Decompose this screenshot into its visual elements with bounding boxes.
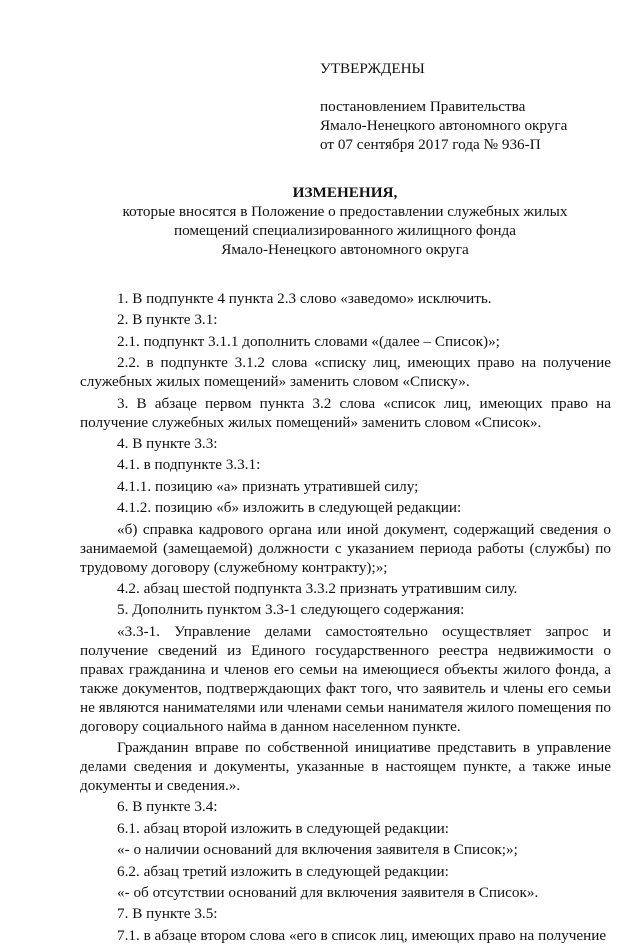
approval-line: Ямало-Ненецкого автономного округа (320, 117, 568, 134)
paragraph: 1. В подпункте 4 пункта 2.3 слово «заведомо» исключить. (117, 290, 492, 307)
paragraph: 6. В пункте 3.4: (117, 798, 218, 816)
approval-line: от 07 сентября 2017 года № 936-П (320, 136, 541, 153)
approval-line: постановлением Правительства (320, 98, 526, 115)
heading-line: помещений специализированного жилищного фонда (174, 222, 516, 239)
paragraph: 2. В пункте 3.1: (117, 311, 218, 329)
paragraph: «3.3-1. Управление делами самостоятельно осуществляет запрос и получение сведений из Единого государственного реестра недвижимости о правах гражданина и членов его семьи на имеющиеся объекты жилого фонда, а также документов, подтверждающих факт того, что заявитель и члены его семьи не являются нанимателями или членами семьи нанимателя жилого помещения по договору социального найма в данном населенном пункте. (80, 622, 611, 735)
paragraph: 4. В пункте 3.3: (117, 434, 218, 452)
paragraph: 7.1. в абзаце втором слова «его в список лиц, имеющих право на получение (117, 926, 607, 944)
document-body (80, 289, 611, 947)
heading-line: которые вносятся в Положение о предоставлении служебных жилых (122, 203, 568, 220)
paragraph: 3. В абзаце первом пункта 3.2 слова «список лиц, имеющих право на получение служебных жилых помещений» заменить словом «Список». (80, 394, 611, 431)
heading-line: Ямало-Ненецкого автономного округа (221, 241, 469, 258)
approval-title: УТВЕРЖДЕНЫ (320, 60, 425, 77)
paragraph: 4.2. абзац шестой подпункта 3.3.2 признать утратившим силу. (117, 579, 518, 597)
paragraph: 2.2. в подпункте 3.1.2 слова «списку лиц, имеющих право на получение служебных жилых помещений» заменить словом «Списку». (80, 354, 611, 391)
paragraph: 4.1.2. позицию «б» изложить в следующей редакции: (117, 499, 462, 517)
paragraph: 5. Дополнить пунктом 3.3-1 следующего содержания: (117, 601, 465, 619)
document-heading (80, 183, 610, 259)
heading-title: ИЗМЕНЕНИЯ, (292, 184, 398, 201)
paragraph: «- об отсутствии оснований для включения заявителя в Список». (117, 884, 539, 902)
paragraph: 4.1. в подпункте 3.3.1: (117, 456, 261, 474)
paragraph: 7. В пункте 3.5: (117, 905, 218, 923)
paragraph: «- о наличии оснований для включения заявителя в Список;»; (117, 841, 518, 859)
paragraph: 6.2. абзац третий изложить в следующей редакции: (117, 862, 449, 880)
paragraph: 4.1.1. позицию «а» признать утратившей силу; (117, 477, 419, 495)
paragraph: 6.1. абзац второй изложить в следующей редакции: (117, 819, 449, 837)
paragraph: 2.1. подпункт 3.1.1 дополнить словами «(далее – Список)»; (117, 332, 500, 350)
paragraph: Гражданин вправе по собственной инициативе представить в управление делами сведения и документы, указанные в настоящем пункте, а также иные документы и сведения.». (80, 739, 611, 795)
paragraph: «б) справка кадрового органа или иной документ, содержащий сведения о занимаемой (замещаемой) должности с указанием периода работы (службы) по трудовому договору (служебному контракту);»; (80, 520, 611, 576)
approval-block (320, 59, 620, 154)
